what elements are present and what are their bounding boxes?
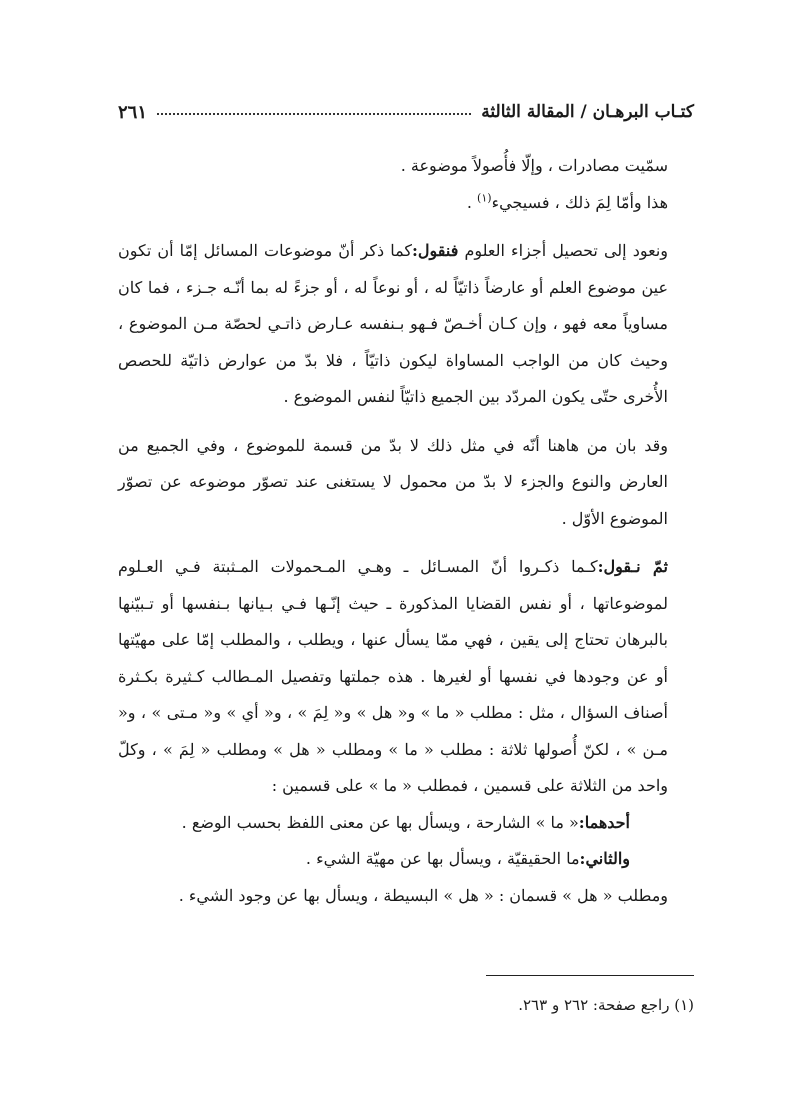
paragraph-3: [118, 233, 694, 416]
keyword: ثمّ نـقول:: [597, 557, 669, 576]
footnote: [118, 990, 694, 1020]
paragraph-text: وقد بان من هاهنا أنّه في مثل ذلك لا بدّ من قسمة للموضوع ، وفي الجميع من العارض والنوع والجزء لا بدّ من محمول لا يستغنى عند تصوّر موضوعه عن تصوّر الموضوع الأوّل .: [118, 435, 669, 528]
paragraph-8: [118, 878, 694, 915]
paragraph-text: سمّيت مصادرات ، وإلّا فأُصولاً موضوعة .: [400, 156, 668, 175]
footnote-marker: (١): [674, 996, 694, 1014]
page-number: ٢٦١: [118, 101, 148, 123]
paragraph-2: [118, 185, 694, 222]
paragraph-6: [118, 805, 694, 842]
footnote-text: راجع صفحة: ٢٦٢ و ٢٦٣.: [518, 996, 670, 1014]
paragraph-text: ومطلب « هل » قسمان : « هل » البسيطة ، ويسأل بها عن وجود الشيء .: [178, 885, 668, 905]
footnote-reference: (١): [477, 191, 492, 205]
paragraph-5: [118, 549, 694, 805]
paragraph-tail: .: [466, 192, 472, 212]
paragraph-lead: ونعود إلى تحصيل أجزاء العلوم: [464, 241, 668, 260]
paragraph-text: ما الحقيقيّة ، ويسأل بها عن مهيّة الشيء .: [305, 849, 580, 868]
paragraph-text: « ما » الشارحة ، ويسأل بها عن معنى اللفظ بحسب الوضع .: [181, 812, 579, 832]
header-title: كتـاب البرهـان / المقالة الثالثة: [481, 102, 694, 122]
paragraph-7: [118, 841, 694, 878]
paragraph-1: [118, 148, 694, 185]
paragraph-4: [118, 428, 694, 538]
page-body: [118, 148, 694, 914]
header-dot-leader: [157, 113, 471, 115]
paragraph-text: هذا وأمّا لِمَ ذلك ، فسيجيء: [491, 192, 668, 212]
keyword: والثاني:: [579, 849, 630, 868]
footnote-divider: [486, 975, 694, 976]
paragraph-text: كـما ذكـروا أنّ المسـائل ـ وهـي المـحمولات المـثبتة فـي العـلوم لموضوعاتها ، أو نفس القضايا المذكورة ـ حيث إنّـها فـي بـيانها بـنفسها أو تـبيّنها بالبرهان تحتاج إلى يقين ، فهي ممّا يسأل عنها ، ويطلب ، والمطلب إمّا على مهيّتها أو عن وجودها في نفسها أو لغيرها . هذه جملتها وتفصيل المـطالب كـثيرة بكـثرة أصناف السؤال ، مثل : مطلب « ما » و« هل » و« لِمَ » ، و« أي » و« مـتى » ، و« مـن » ، لكنّ أُصولها ثلاثة : مطلب « ما » ومطلب « هل » ومطلب « لِمَ » ، وكلّ واحد من الثلاثة على قسمين ، فمطلب « ما » على قسمين :: [118, 557, 668, 795]
keyword: أحدهما:: [578, 812, 630, 832]
paragraph-text: كما ذكر أنّ موضوعات المسائل إمّا أن تكون عين موضوع العلم أو عارضاً ذاتيّاً له ، أو نوعاً له ، أو جزءً له بما أنّـه جـزء ، فما كان مساوياً معه فهو ، وإن كـان أخـصّ فـهو بـنفسه عـارض ذاتـي لحصّة مـن الموضوع ، وحيث كان من الواجب المساواة ليكون ذاتيّاً ، فلا بدّ من عوارض ذاتيّة للحصص الأُخرى حتّى يكون المردّد بين الجميع ذاتيّاً لنفس الموضوع .: [118, 241, 668, 406]
running-header: [118, 96, 694, 128]
keyword: فنقول:: [411, 241, 459, 260]
